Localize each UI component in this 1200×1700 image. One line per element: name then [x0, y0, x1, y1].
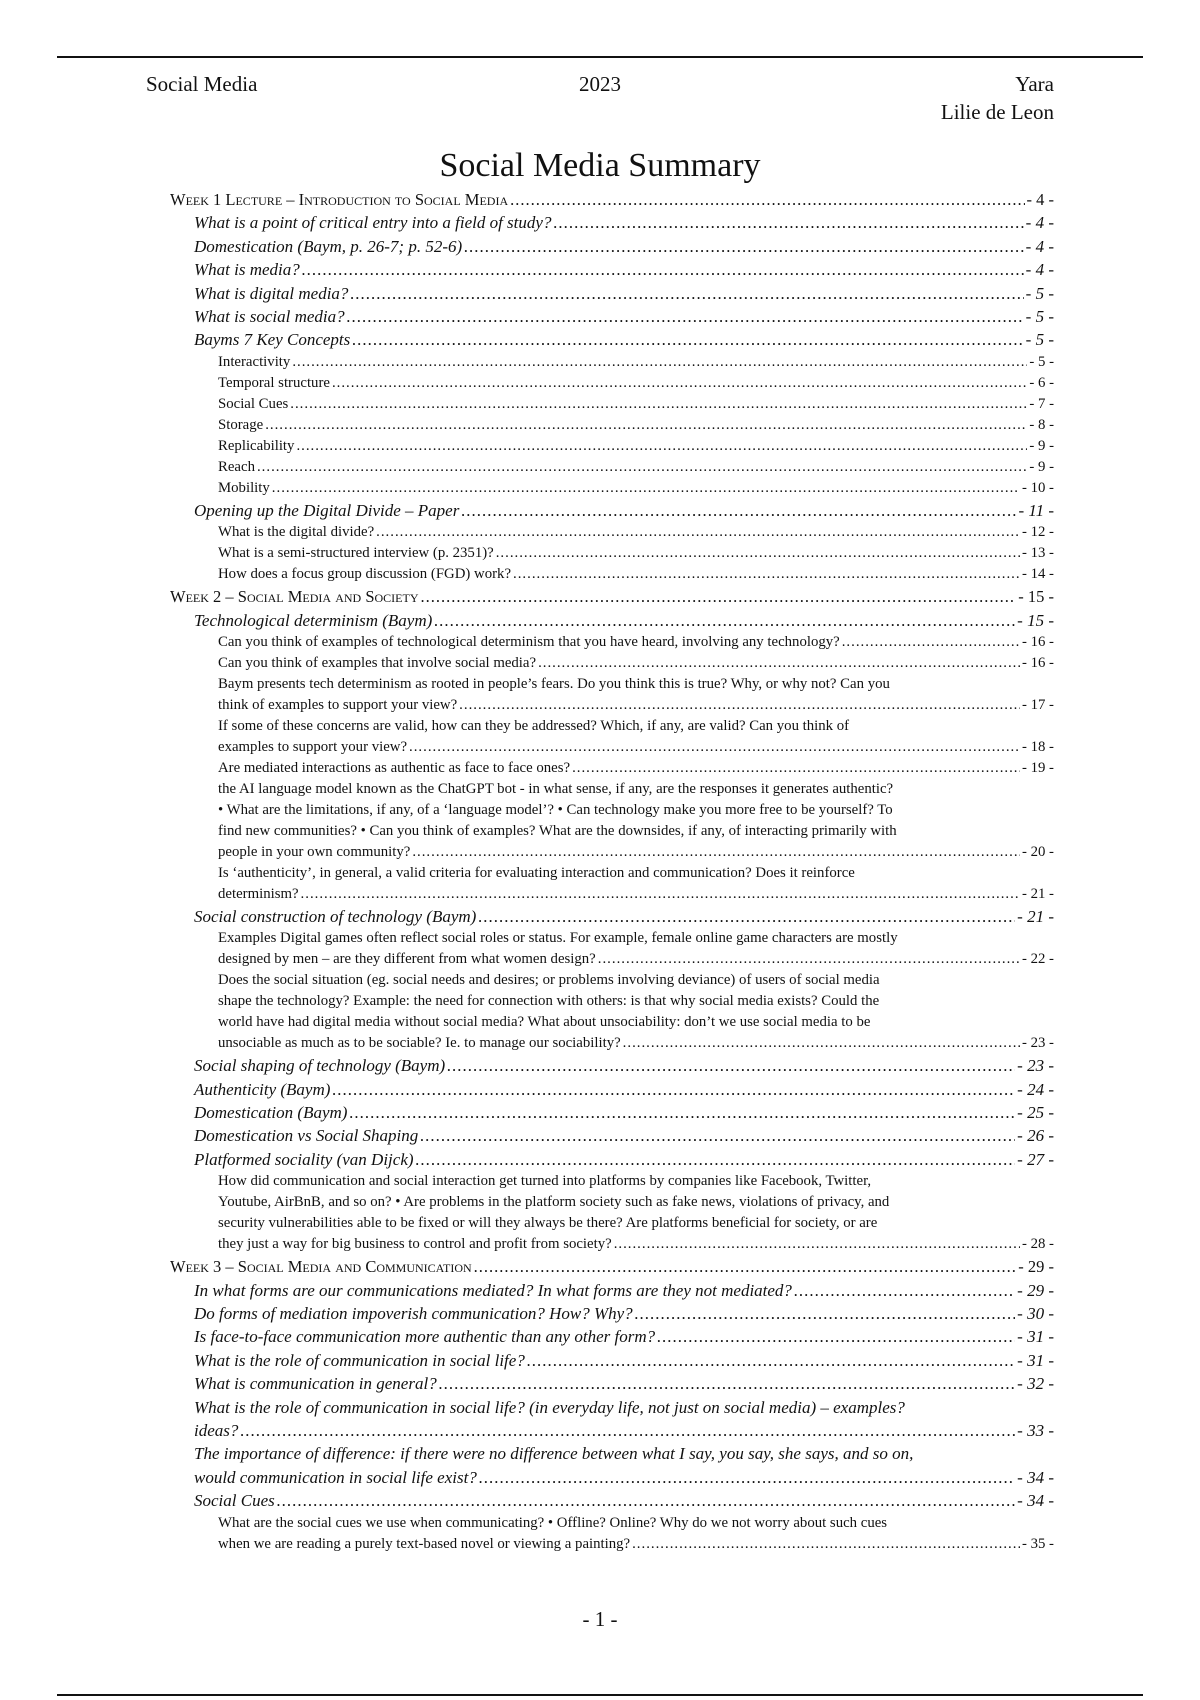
- toc-entry-page: - 4 -: [1026, 189, 1054, 209]
- toc-entry-page: - 7 -: [1029, 395, 1054, 412]
- toc-entry[interactable]: [170, 928, 1054, 970]
- toc-leader-dots: [538, 653, 1020, 674]
- toc-leader-dots: [513, 564, 1020, 585]
- toc-entry-page: - 6 -: [1029, 374, 1054, 391]
- toc-entry[interactable]: [170, 1078, 1054, 1101]
- toc-entry-line: Youtube, AirBnB, and so on? • Are problems in the platform society such as fake news, violations of privacy, and: [218, 1194, 890, 1211]
- toc-leader-dots: [376, 522, 1020, 543]
- toc-entry-title: Week 1 Lecture – Introduction to Social Media: [170, 189, 509, 209]
- toc-entry-page: - 5 -: [1025, 330, 1054, 350]
- toc-entry-title: would communication in social life exist?: [194, 1467, 477, 1487]
- toc-entry-title: Are mediated interactions as authentic as face to face ones?: [218, 759, 571, 776]
- toc-entry-line: security vulnerabilities able to be fixed or will they always be there? Are platforms beneficial for society, or are: [218, 1215, 878, 1232]
- toc-entry-title: Week 3 – Social Media and Communication: [170, 1257, 472, 1277]
- toc-entry[interactable]: [170, 478, 1054, 499]
- toc-entry[interactable]: [170, 373, 1054, 394]
- toc-leader-dots: [794, 1279, 1015, 1302]
- toc-leader-dots: [527, 1349, 1015, 1372]
- toc-entry-page: - 33 -: [1017, 1421, 1054, 1440]
- toc-entry-page: - 4 -: [1025, 236, 1054, 256]
- toc-entry-title: Replicability: [218, 437, 295, 454]
- toc-entry-title: unsociable as much as to be sociable? Ie. to manage our sociability?: [218, 1035, 621, 1052]
- toc-entry[interactable]: [170, 522, 1054, 543]
- toc-entry-title: Social shaping of technology (Baym): [194, 1056, 446, 1076]
- toc-entry-page: - 5 -: [1029, 353, 1054, 370]
- toc-entry-title: Platformed sociality (van Dijck): [194, 1149, 414, 1169]
- toc-entry-title: Authenticity (Baym): [194, 1079, 331, 1099]
- toc-entry-line: the AI language model known as the ChatGPT bot - in what sense, if any, are the responses it generates authentic?: [218, 780, 894, 797]
- toc-entry-page: - 19 -: [1021, 759, 1054, 776]
- toc-entry-title: Domestication vs Social Shaping: [194, 1126, 419, 1146]
- toc-entry-title: What is a semi-structured interview (p. 2351)?: [218, 545, 494, 562]
- toc-leader-dots: [347, 305, 1024, 328]
- toc-entry-title: people in your own community?: [218, 843, 411, 860]
- toc-leader-dots: [301, 884, 1020, 905]
- header-author-line1: Yara: [1015, 72, 1054, 96]
- toc-leader-dots: [420, 1124, 1015, 1147]
- toc-entry-line: If some of these concerns are valid, how can they be addressed? Which, if any, are valid? Can you think of: [218, 717, 850, 734]
- toc-entry-page: - 9 -: [1029, 458, 1054, 475]
- toc-entry-title: Social Cues: [218, 395, 289, 412]
- toc-entry-title: ideas?: [194, 1421, 239, 1440]
- toc-entry-title: examples to support your view?: [218, 738, 408, 755]
- toc-entry-title: What is the digital divide?: [218, 524, 375, 541]
- toc-entry-page: - 21 -: [1017, 906, 1054, 926]
- toc-entry-title: Domestication (Baym, p. 26-7; p. 52-6): [194, 236, 463, 256]
- toc-entry-page: - 13 -: [1021, 545, 1054, 562]
- toc-entry-title: Temporal structure: [218, 374, 330, 391]
- toc-entry-title: Technological determinism (Baym): [194, 610, 433, 630]
- toc-entry-title: Social construction of technology (Baym): [194, 906, 477, 926]
- toc-entry[interactable]: [170, 1372, 1054, 1395]
- toc-leader-dots: [290, 394, 1027, 415]
- toc-entry[interactable]: [170, 235, 1054, 258]
- toc-entry-line: Baym presents tech determinism as rooted in people’s fears. Do you think this is true? Why, or why not? Can you: [218, 675, 890, 692]
- toc-entry-title: Can you think of examples of technological determinism that you have heard, involving any technology?: [218, 633, 840, 650]
- toc-entry-line: Examples Digital games often reflect social roles or status. For example, female online game characters are mostly: [218, 930, 898, 947]
- toc-entry-page: - 15 -: [1018, 587, 1054, 607]
- toc-entry[interactable]: [170, 779, 1054, 863]
- toc-entry-line: find new communities? • Can you think of examples? What are the downsides, if any, of interacting primarily with: [218, 822, 897, 839]
- toc-entry-page: - 29 -: [1017, 1280, 1054, 1300]
- toc-entry-page: - 16 -: [1021, 654, 1054, 671]
- toc-entry-page: - 25 -: [1017, 1103, 1054, 1123]
- toc-leader-dots: [265, 415, 1027, 436]
- toc-entry[interactable]: [170, 609, 1054, 632]
- toc-entry[interactable]: [170, 352, 1054, 373]
- toc-entry-page: - 34 -: [1017, 1467, 1054, 1487]
- toc-entry-page: - 26 -: [1017, 1126, 1054, 1146]
- table-of-contents: [170, 188, 1054, 1555]
- page-header: [146, 70, 1054, 130]
- toc-entry[interactable]: [170, 394, 1054, 415]
- toc-entry[interactable]: [170, 305, 1054, 328]
- toc-entry-title: when we are reading a purely text-based novel or viewing a painting?: [218, 1535, 631, 1552]
- toc-entry[interactable]: [170, 1148, 1054, 1171]
- toc-leader-dots: [572, 758, 1020, 779]
- toc-leader-dots: [474, 1255, 1017, 1278]
- toc-leader-dots: [623, 1033, 1020, 1054]
- toc-entry-page: - 12 -: [1021, 524, 1054, 541]
- toc-leader-dots: [272, 478, 1020, 499]
- bottom-rule: [57, 1694, 1143, 1696]
- toc-entry[interactable]: [170, 1054, 1054, 1077]
- toc-leader-dots: [842, 632, 1020, 653]
- toc-leader-dots: [350, 282, 1023, 305]
- toc-entry[interactable]: [170, 436, 1054, 457]
- toc-entry[interactable]: [170, 457, 1054, 478]
- toc-entry-page: - 32 -: [1017, 1374, 1054, 1394]
- toc-entry[interactable]: [170, 758, 1054, 779]
- toc-leader-dots: [657, 1325, 1015, 1348]
- toc-leader-dots: [240, 1419, 1015, 1442]
- toc-leader-dots: [635, 1302, 1016, 1325]
- toc-entry[interactable]: [170, 674, 1054, 716]
- toc-entry[interactable]: [170, 188, 1054, 211]
- top-rule: [57, 56, 1143, 58]
- toc-entry-line: What is the role of communication in social life? (in everyday life, not just on social media) – examples?: [194, 1397, 905, 1417]
- toc-leader-dots: [302, 258, 1024, 281]
- toc-entry-title: designed by men – are they different from what women design?: [218, 951, 596, 968]
- toc-entry-line: The importance of difference: if there were no difference between what I say, you say, she says, and so on,: [194, 1444, 914, 1464]
- toc-leader-dots: [434, 609, 1015, 632]
- page-number: - 1 -: [582, 1607, 618, 1631]
- toc-leader-dots: [349, 1101, 1015, 1124]
- toc-leader-dots: [352, 328, 1023, 351]
- toc-entry-page: - 31 -: [1017, 1350, 1054, 1370]
- toc-entry[interactable]: [170, 1325, 1054, 1348]
- toc-entry-title: Week 2 – Social Media and Society: [170, 587, 419, 607]
- toc-entry-title: they just a way for big business to control and profit from society?: [218, 1236, 612, 1253]
- toc-entry[interactable]: [170, 863, 1054, 905]
- toc-entry-page: - 9 -: [1029, 437, 1054, 454]
- toc-entry-page: - 16 -: [1021, 633, 1054, 650]
- toc-entry[interactable]: [170, 1302, 1054, 1325]
- toc-leader-dots: [416, 1148, 1016, 1171]
- toc-entry-title: Reach: [218, 458, 255, 475]
- toc-entry-title: What is the role of communication in social life?: [194, 1350, 525, 1370]
- toc-entry-line: • What are the limitations, if any, of a ‘language model’? • Can technology make you more free to be yourself? To: [218, 801, 893, 818]
- toc-entry-page: - 18 -: [1021, 738, 1054, 755]
- toc-entry-page: - 23 -: [1021, 1035, 1054, 1052]
- toc-leader-dots: [412, 842, 1020, 863]
- toc-entry-line: Does the social situation (eg. social needs and desires; or problems involving deviance) of users of social media: [218, 972, 880, 989]
- toc-entry-page: - 8 -: [1029, 416, 1054, 433]
- header-course: Social Media: [146, 72, 258, 96]
- toc-entry-title: Bayms 7 Key Concepts: [194, 330, 351, 350]
- toc-entry-line: shape the technology? Example: the need for connection with others: is that why social media exists? Could the: [218, 993, 880, 1010]
- toc-entry-page: - 4 -: [1025, 260, 1054, 280]
- toc-leader-dots: [277, 1489, 1015, 1512]
- toc-entry-title: Do forms of mediation impoverish communication? How? Why?: [194, 1304, 633, 1324]
- toc-entry-page: - 35 -: [1021, 1535, 1054, 1552]
- toc-entry-title: Opening up the Digital Divide – Paper: [194, 500, 460, 520]
- toc-leader-dots: [459, 695, 1020, 716]
- toc-entry-title: Interactivity: [218, 353, 291, 370]
- toc-entry[interactable]: [170, 415, 1054, 436]
- toc-entry[interactable]: [170, 1171, 1054, 1255]
- toc-leader-dots: [510, 188, 1024, 211]
- toc-entry-page: - 17 -: [1021, 696, 1054, 713]
- toc-leader-dots: [479, 1466, 1015, 1489]
- toc-entry[interactable]: [170, 1349, 1054, 1372]
- toc-entry-page: - 23 -: [1017, 1056, 1054, 1076]
- toc-entry[interactable]: [170, 211, 1054, 234]
- header-year: 2023: [579, 72, 621, 96]
- toc-entry-page: - 20 -: [1021, 843, 1054, 860]
- toc-entry[interactable]: [170, 328, 1054, 351]
- toc-entry-page: - 28 -: [1021, 1236, 1054, 1253]
- toc-entry-page: - 27 -: [1017, 1149, 1054, 1169]
- toc-entry-title: Mobility: [218, 479, 270, 496]
- document-title: Social Media Summary: [439, 147, 761, 184]
- toc-entry[interactable]: [170, 282, 1054, 305]
- toc-entry[interactable]: [170, 1396, 1054, 1443]
- toc-entry-page: - 14 -: [1021, 566, 1054, 583]
- toc-entry-page: - 5 -: [1025, 306, 1054, 326]
- toc-leader-dots: [598, 949, 1020, 970]
- toc-entry-page: - 10 -: [1021, 479, 1054, 496]
- toc-entry-title: determinism?: [218, 885, 299, 902]
- toc-entry-line: How did communication and social interaction get turned into platforms by companies like Facebook, Twitter,: [218, 1173, 872, 1190]
- toc-entry[interactable]: [170, 585, 1054, 608]
- toc-entry-page: - 29 -: [1018, 1257, 1054, 1277]
- toc-entry-page: - 15 -: [1017, 610, 1054, 630]
- toc-entry[interactable]: [170, 1442, 1054, 1489]
- toc-entry[interactable]: [170, 258, 1054, 281]
- toc-entry-title: What is a point of critical entry into a field of study?: [194, 213, 552, 233]
- toc-entry[interactable]: [170, 632, 1054, 653]
- toc-leader-dots: [478, 905, 1015, 928]
- header-author-line2: Lilie de Leon: [940, 100, 1054, 124]
- toc-leader-dots: [292, 352, 1027, 373]
- toc-entry[interactable]: [170, 716, 1054, 758]
- toc-entry-line: Is ‘authenticity’, in general, a valid criteria for evaluating interaction and communication? Does it reinforce: [218, 864, 855, 881]
- toc-entry-title: What is digital media?: [194, 283, 349, 303]
- toc-entry[interactable]: [170, 905, 1054, 928]
- toc-entry-title: What is communication in general?: [194, 1374, 437, 1394]
- header-author: [941, 70, 1054, 126]
- toc-entry-page: - 30 -: [1017, 1304, 1054, 1324]
- toc-leader-dots: [464, 235, 1024, 258]
- toc-entry[interactable]: [170, 1255, 1054, 1278]
- toc-entry[interactable]: [170, 1279, 1054, 1302]
- toc-entry[interactable]: [170, 564, 1054, 585]
- toc-entry[interactable]: [170, 653, 1054, 674]
- toc-leader-dots: [632, 1534, 1020, 1555]
- toc-entry-page: - 22 -: [1021, 951, 1054, 968]
- toc-entry-line: world have had digital media without social media? What about unsociability: don’t we use social media to be: [218, 1014, 871, 1031]
- toc-leader-dots: [496, 543, 1020, 564]
- toc-leader-dots: [332, 1078, 1015, 1101]
- toc-leader-dots: [257, 457, 1027, 478]
- toc-leader-dots: [420, 585, 1016, 608]
- toc-entry[interactable]: [170, 1124, 1054, 1147]
- toc-leader-dots: [461, 499, 1016, 522]
- toc-leader-dots: [296, 436, 1027, 457]
- toc-entry-page: - 5 -: [1025, 283, 1054, 303]
- toc-entry-title: Storage: [218, 416, 264, 433]
- toc-entry-line: What are the social cues we use when communicating? • Offline? Online? Why do we not worry about such cues: [218, 1514, 888, 1531]
- toc-entry[interactable]: [170, 1513, 1054, 1555]
- toc-entry-page: - 31 -: [1017, 1327, 1054, 1347]
- toc-entry-page: - 21 -: [1021, 885, 1054, 902]
- toc-entry-page: - 11 -: [1018, 500, 1054, 520]
- toc-entry-title: In what forms are our communications mediated? In what forms are they not mediated?: [194, 1280, 792, 1300]
- toc-entry-title: What is social media?: [194, 306, 345, 326]
- toc-entry-page: - 24 -: [1017, 1079, 1054, 1099]
- toc-entry-title: Social Cues: [194, 1491, 275, 1511]
- toc-leader-dots: [409, 737, 1020, 758]
- toc-entry[interactable]: [170, 1101, 1054, 1124]
- toc-entry-page: - 34 -: [1017, 1491, 1054, 1511]
- toc-entry-title: Domestication (Baym): [194, 1103, 348, 1123]
- toc-entry[interactable]: [170, 1489, 1054, 1512]
- toc-entry[interactable]: [170, 970, 1054, 1054]
- toc-entry-title: How does a focus group discussion (FGD) work?: [218, 566, 512, 583]
- toc-entry-page: - 4 -: [1025, 213, 1054, 233]
- toc-entry-title: Can you think of examples that involve social media?: [218, 654, 537, 671]
- toc-leader-dots: [553, 211, 1023, 234]
- toc-leader-dots: [447, 1054, 1015, 1077]
- toc-leader-dots: [614, 1234, 1020, 1255]
- toc-leader-dots: [332, 373, 1027, 394]
- toc-entry[interactable]: [170, 499, 1054, 522]
- toc-entry-title: think of examples to support your view?: [218, 696, 458, 713]
- toc-entry-title: Is face-to-face communication more authentic than any other form?: [194, 1327, 656, 1347]
- toc-entry-title: What is media?: [194, 260, 300, 280]
- toc-leader-dots: [439, 1372, 1015, 1395]
- toc-entry[interactable]: [170, 543, 1054, 564]
